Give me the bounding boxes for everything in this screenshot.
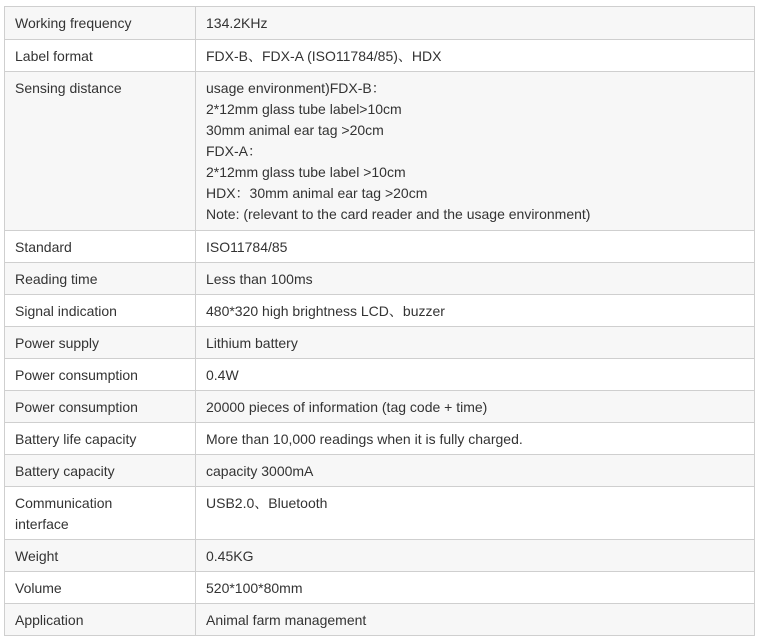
spec-row-sensing-distance <box>5 72 755 231</box>
spec-row-application <box>5 604 755 636</box>
spec-label <box>5 295 196 327</box>
spec-label <box>5 487 196 540</box>
spec-value-text: FDX-B、FDX-A (ISO11784/85)、HDX <box>206 48 442 64</box>
spec-value-text: 0.45KG <box>206 548 254 564</box>
spec-value-text: 0.4W <box>206 367 239 383</box>
spec-row-reading-time <box>5 263 755 295</box>
spec-label <box>5 540 196 572</box>
spec-label <box>5 263 196 295</box>
spec-value <box>196 455 755 487</box>
spec-label <box>5 391 196 423</box>
spec-row-label-format <box>5 40 755 72</box>
spec-value-text: Less than 100ms <box>206 271 313 287</box>
spec-label <box>5 327 196 359</box>
spec-value <box>196 72 755 231</box>
spec-label <box>5 423 196 455</box>
spec-label-text: Weight <box>15 548 59 564</box>
spec-row-standard <box>5 231 755 263</box>
spec-value <box>196 263 755 295</box>
spec-table <box>4 6 755 636</box>
spec-row-battery-capacity <box>5 455 755 487</box>
spec-value-text: 134.2KHz <box>206 15 268 31</box>
spec-label <box>5 455 196 487</box>
spec-value <box>196 295 755 327</box>
spec-value <box>196 359 755 391</box>
spec-value <box>196 540 755 572</box>
spec-row-communication-interface <box>5 487 755 540</box>
spec-label <box>5 231 196 263</box>
spec-label-text: Working frequency <box>15 15 132 31</box>
spec-label-text: Volume <box>15 580 62 596</box>
spec-value <box>196 40 755 72</box>
spec-value <box>196 572 755 604</box>
spec-value <box>196 391 755 423</box>
spec-label-line: interface <box>15 516 69 532</box>
spec-label-text: Power consumption <box>15 399 138 415</box>
spec-row-power-consumption <box>5 359 755 391</box>
spec-value-line: Note: (relevant to the card reader and the usage environment) <box>206 206 591 222</box>
spec-value-text: More than 10,000 readings when it is fully charged. <box>206 431 523 447</box>
spec-value-text: Lithium battery <box>206 335 298 351</box>
spec-value-text: ISO11784/85 <box>206 239 288 255</box>
spec-row-working-frequency <box>5 7 755 40</box>
spec-label-text: Signal indication <box>15 303 117 319</box>
spec-value-text: USB2.0、Bluetooth <box>206 495 328 511</box>
spec-value <box>196 231 755 263</box>
spec-table-body <box>5 7 755 636</box>
spec-label <box>5 72 196 231</box>
spec-value-text: 520*100*80mm <box>206 580 303 596</box>
spec-label-text: Application <box>15 612 84 628</box>
spec-label <box>5 604 196 636</box>
spec-row-signal-indication <box>5 295 755 327</box>
spec-value-line: FDX-A： <box>206 143 262 159</box>
spec-label <box>5 572 196 604</box>
spec-value <box>196 604 755 636</box>
spec-label-line: Communication <box>15 495 113 511</box>
spec-value <box>196 7 755 40</box>
spec-label <box>5 7 196 40</box>
spec-label-text: Standard <box>15 239 72 255</box>
spec-value-line: 30mm animal ear tag >20cm <box>206 122 384 138</box>
spec-value-line: usage environment)FDX-B： <box>206 80 386 96</box>
spec-label-text: Label format <box>15 48 93 64</box>
spec-value-text: Animal farm management <box>206 612 367 628</box>
spec-value-text: capacity 3000mA <box>206 463 314 479</box>
spec-value-text: 20000 pieces of information (tag code + time) <box>206 399 488 415</box>
spec-value <box>196 487 755 540</box>
spec-label-text: Power supply <box>15 335 100 351</box>
spec-value <box>196 423 755 455</box>
spec-row-weight <box>5 540 755 572</box>
spec-label-text: Battery capacity <box>15 463 115 479</box>
spec-value-line: 2*12mm glass tube label >10cm <box>206 164 406 180</box>
spec-row-volume <box>5 572 755 604</box>
spec-row-power-supply <box>5 327 755 359</box>
spec-value-text: 480*320 high brightness LCD、buzzer <box>206 303 445 319</box>
spec-row-battery-life-capacity <box>5 423 755 455</box>
spec-value-line: HDX：30mm animal ear tag >20cm <box>206 185 428 201</box>
spec-value <box>196 327 755 359</box>
spec-label <box>5 40 196 72</box>
spec-row-power-consumption-storage <box>5 391 755 423</box>
spec-label-text: Reading time <box>15 271 98 287</box>
spec-label <box>5 359 196 391</box>
spec-label-text: Battery life capacity <box>15 431 137 447</box>
spec-value-line: 2*12mm glass tube label>10cm <box>206 101 402 117</box>
spec-label-text: Sensing distance <box>15 80 122 96</box>
spec-label-text: Power consumption <box>15 367 138 383</box>
